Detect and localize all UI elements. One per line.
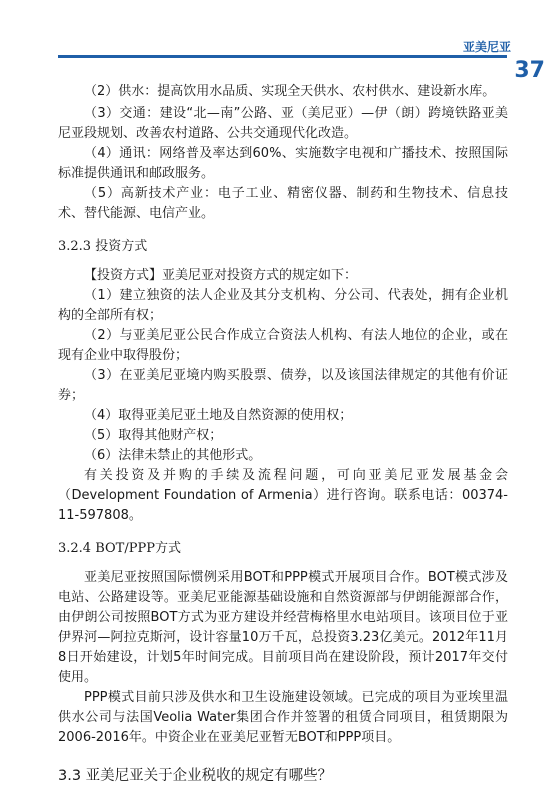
paragraph: 【投资方式】亚美尼亚对投资方式的规定如下： bbox=[84, 268, 358, 283]
subsection-heading: 3.2.3 投资方式 bbox=[58, 239, 148, 254]
list-item: （3）在亚美尼亚境内购买股票、债券，以及该国法律规定的其他有价证券； bbox=[58, 368, 508, 403]
page-body bbox=[58, 82, 508, 786]
list-item: （5）取得其他财产权； bbox=[84, 428, 223, 443]
list-item: （1）建立独资的法人企业及其分支机构、分公司、代表处，拥有企业机构的全部所有权； bbox=[58, 288, 508, 323]
paragraph: （4）通讯：网络普及率达到60%、实施数字电视和广播技术、按照国际标准提供通讯和邮政服务。 bbox=[58, 146, 508, 181]
paragraph: （3）交通：建设“北—南”公路、亚（美尼亚）—伊（朗）跨境铁路亚美尼亚段规划、改善农村道路、公共交通现代化改造。 bbox=[58, 106, 508, 141]
header-rule bbox=[58, 55, 507, 58]
paragraph: 有关投资及并购的手续及流程问题，可向亚美尼亚发展基金会（Development Foundation of Armenia）进行咨询。联系电话：00374-11-597808。 bbox=[58, 468, 508, 523]
page-number: 37 bbox=[514, 58, 545, 83]
list-item: （2）与亚美尼亚公民合作成立合资法人机构、有法人地位的企业，或在现有企业中取得股份； bbox=[58, 328, 508, 363]
running-header-title: 亚美尼亚 bbox=[462, 40, 511, 54]
section-heading: 3.3 亚美尼亚关于企业税收的规定有哪些？ bbox=[58, 768, 333, 784]
paragraph: PPP模式目前只涉及供水和卫生设施建设领域。已完成的项目为亚埃里温供水公司与法国Veolia Water集团合作并签署的租赁合同项目，租赁期限为2006-2016年。中资企业在亚美尼亚暂无BOT和PPP项目。 bbox=[58, 690, 508, 745]
paragraph: 亚美尼亚按照国际惯例采用BOT和PPP模式开展项目合作。BOT模式涉及电站、公路建设等。亚美尼亚能源基础设施和自然资源部与伊朗能源部合作，由伊朗公司按照BOT方式为亚方建设并经营梅格里水电站项目。该项目位于亚伊界河—阿拉克斯河，设计容量10万千瓦，总投资3.23亿美元。2012年11月8日开始建设，计划5年时间完成。目前项目尚在建设阶段，预计2017年交付使用。 bbox=[58, 570, 508, 685]
paragraph: （2）供水：提高饮用水品质、实现全天供水、农村供水、建设新水库。 bbox=[84, 84, 496, 99]
list-item: （6）法律未禁止的其他形式。 bbox=[84, 448, 262, 463]
list-item: （4）取得亚美尼亚土地及自然资源的使用权； bbox=[84, 408, 353, 423]
paragraph: （5）高新技术产业：电子工业、精密仪器、制药和生物技术、信息技术、替代能源、电信产业。 bbox=[58, 186, 508, 221]
subsection-heading: 3.2.4 BOT/PPP方式 bbox=[58, 541, 181, 556]
